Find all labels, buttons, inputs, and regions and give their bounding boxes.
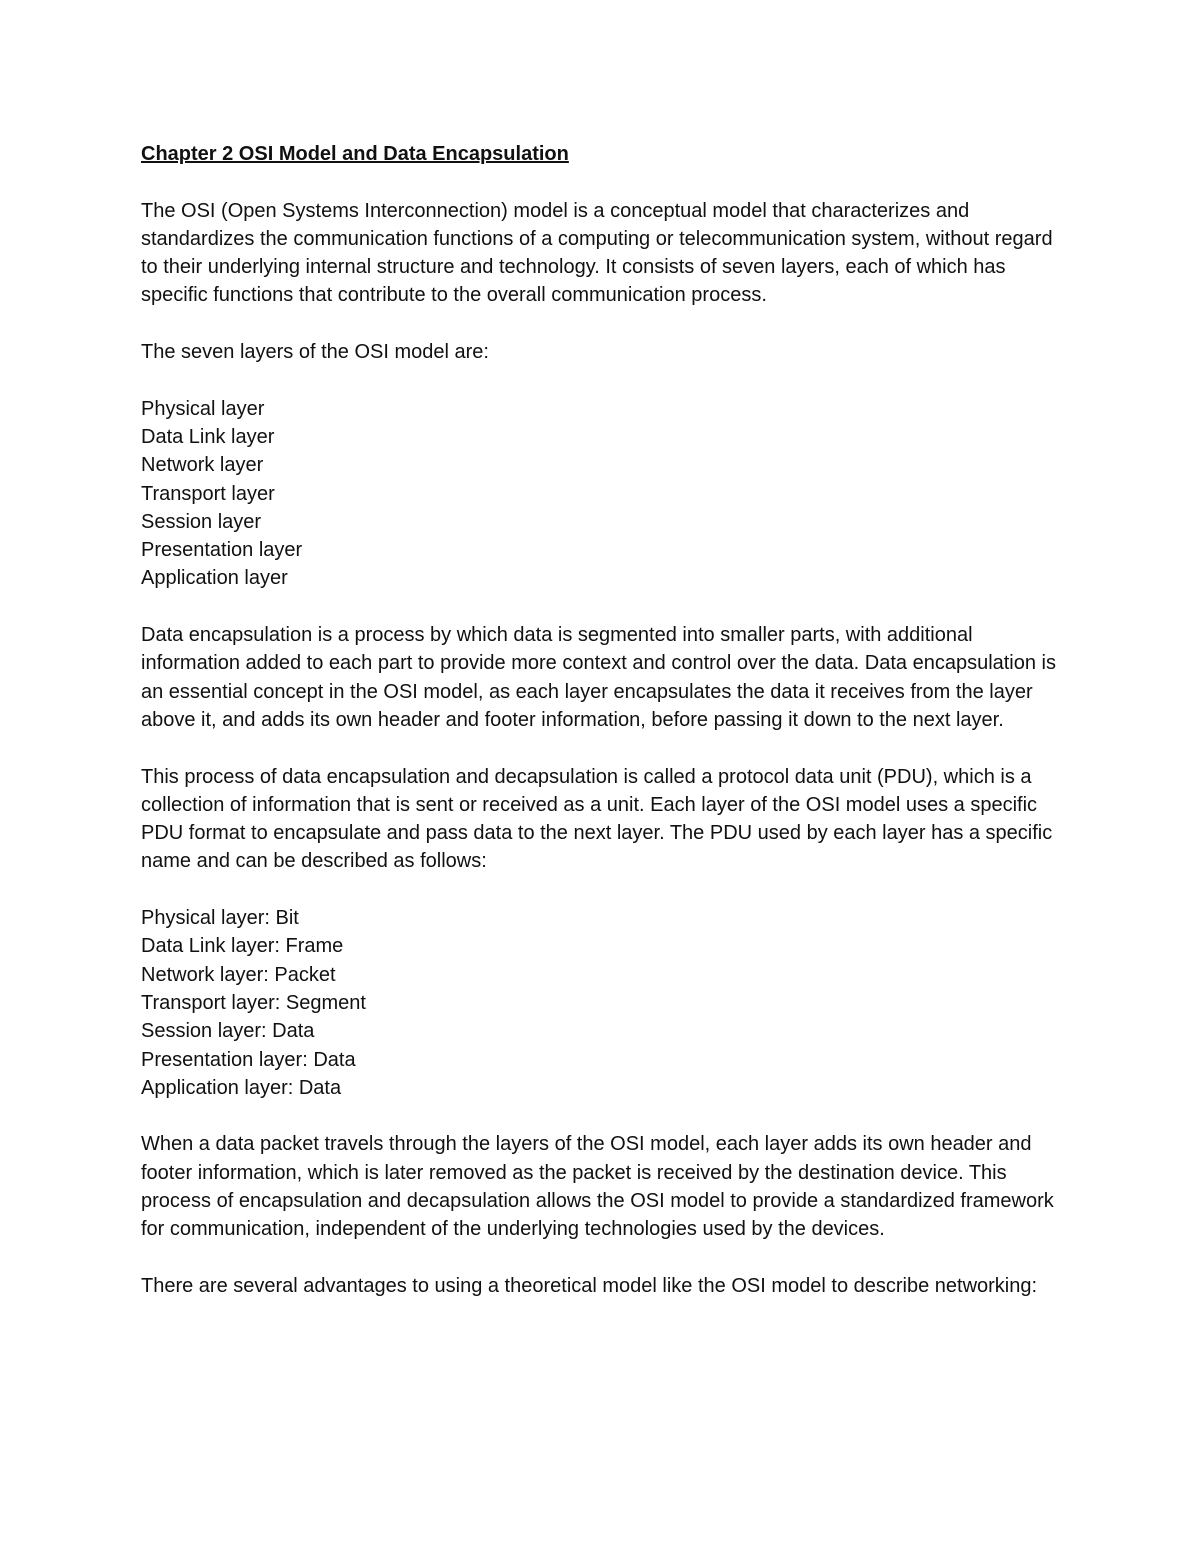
list-item: Transport layer (141, 482, 275, 505)
list-item: Session layer (141, 510, 262, 533)
list-item: Physical layer (141, 397, 265, 420)
list-item: Session layer: Data (141, 1020, 315, 1043)
list-item: Application layer (141, 567, 288, 590)
list-item: Data Link layer: Frame (141, 935, 344, 958)
chapter-title: Chapter 2 OSI Model and Data Encapsulation (141, 143, 569, 165)
intro-paragraph: The OSI (Open Systems Interconnection) model is a conceptual model that characterizes and standardizes the communication functions of a computing or telecommunication system, without regard to their underlying internal structure and technology. It consists of seven layers, each of which has specific functions that contribute to the overall communication process. (141, 199, 1053, 307)
list-item: Presentation layer: Data (141, 1048, 356, 1071)
list-item: Physical layer: Bit (141, 907, 299, 930)
pdu-paragraph: This process of data encapsulation and decapsulation is called a protocol data unit (PDU), which is a collection of information that is sent or received as a unit. Each layer of the OSI model uses a specific PDU format to encapsulate and pass data to the next layer. The PDU used by each layer has a specific name and can be described as follows: (141, 765, 1053, 873)
packet-paragraph: When a data packet travels through the layers of the OSI model, each layer adds its own header and footer information, which is later removed as the packet is received by the destination device. This process of encapsulation and decapsulation allows the OSI model to provide a standardized framework for communication, independent of the underlying technologies used by the devices. (141, 1133, 1054, 1241)
list-item: Presentation layer (141, 539, 303, 562)
layers-heading: The seven layers of the OSI model are: (141, 341, 489, 364)
encapsulation-paragraph: Data encapsulation is a process by which data is segmented into smaller parts, with additional information added to each part to provide more context and control over the data. Data encapsulation is an essential concept in the OSI model, as each layer encapsulates the data it receives from the layer above it, and adds its own header and footer information, before passing it down to the next layer. (141, 624, 1056, 731)
list-item: Data Link layer (141, 425, 275, 448)
advantages-paragraph: There are several advantages to using a theoretical model like the OSI model to describe networking: (141, 1274, 1038, 1297)
list-item: Network layer: Packet (141, 963, 336, 986)
document-body (141, 140, 1071, 1328)
pdu-list (141, 904, 1071, 1102)
osi-layers-list (141, 395, 1071, 593)
list-item: Network layer (141, 454, 264, 477)
list-item: Application layer: Data (141, 1076, 342, 1099)
list-item: Transport layer: Segment (141, 991, 366, 1014)
